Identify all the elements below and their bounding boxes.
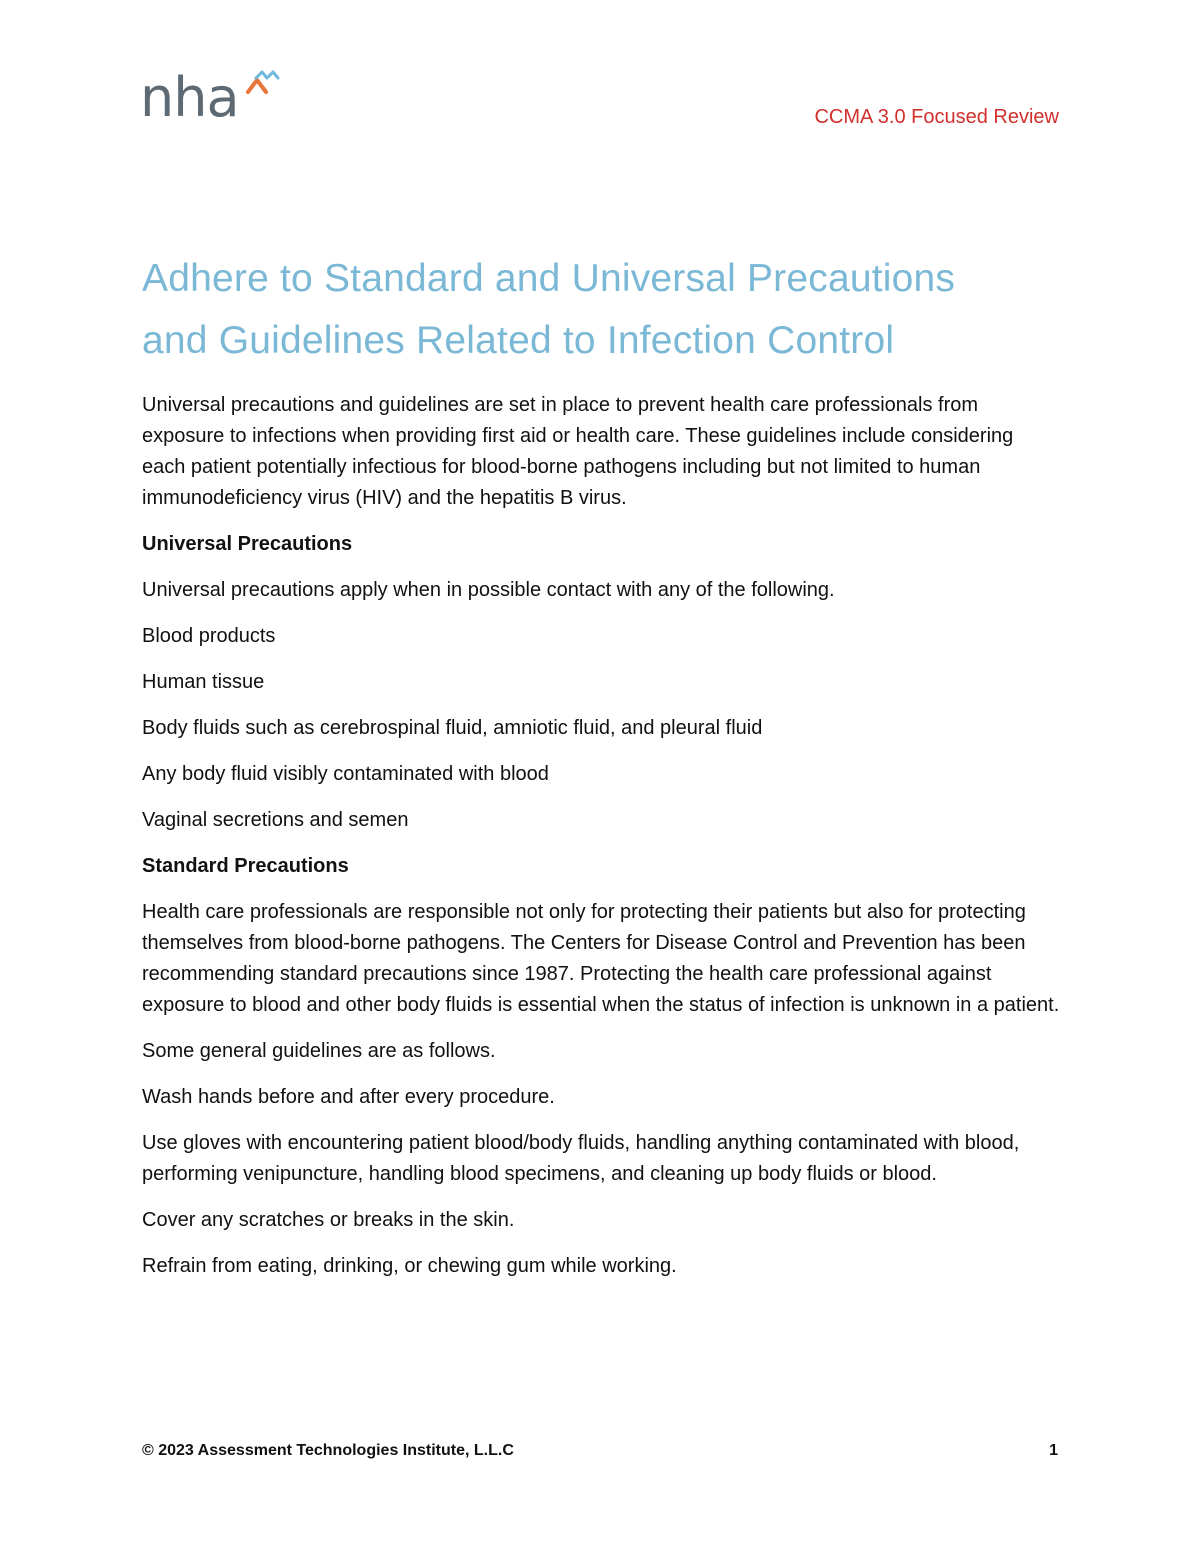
universal-item: Human tissue	[142, 671, 265, 693]
universal-item: Any body fluid visibly contaminated with blood	[142, 763, 549, 785]
title-line-2: and Guidelines Related to Infection Control	[142, 319, 895, 362]
guideline-item: Wash hands before and after every procedure.	[142, 1086, 555, 1108]
universal-precautions-heading: Universal Precautions	[142, 533, 353, 555]
header-doc-label: CCMA 3.0 Focused Review	[814, 106, 1059, 128]
intro-paragraph: Universal precautions and guidelines are set in place to prevent health care professionals from exposure to infections when providing first aid or health care. These guidelines include considering each patient potentially infectious for blood-borne pathogens including but not limited to human immunodeficiency virus (HIV) and the hepatitis B virus.	[142, 394, 1014, 509]
logo-text: nha	[140, 66, 239, 129]
standard-precautions-heading: Standard Precautions	[142, 855, 349, 877]
guideline-item: Refrain from eating, drinking, or chewing gum while working.	[142, 1255, 677, 1277]
standard-precautions-intro: Health care professionals are responsible not only for protecting their patients but also for protecting themselves from blood-borne pathogens. The Centers for Disease Control and Prevention has been recommending standard precautions since 1987. Protecting the health care professional against exposure to blood and other body fluids is essential when the status of infection is unknown in a patient.	[142, 901, 1060, 1016]
nha-logo	[140, 68, 290, 128]
guideline-item: Cover any scratches or breaks in the skin.	[142, 1209, 515, 1231]
document-body	[142, 248, 1062, 1297]
universal-item: Blood products	[142, 625, 276, 647]
guidelines-intro: Some general guidelines are as follows.	[142, 1040, 496, 1062]
guideline-item: Use gloves with encountering patient blood/body fluids, handling anything contaminated with blood, performing venipuncture, handling blood specimens, and cleaning up body fluids or blood.	[142, 1132, 1020, 1185]
nha-chevron-logo-icon	[240, 68, 284, 98]
footer-copyright: © 2023 Assessment Technologies Institute, L.L.C	[142, 1442, 514, 1459]
universal-precautions-intro: Universal precautions apply when in possible contact with any of the following.	[142, 579, 835, 601]
universal-item: Body fluids such as cerebrospinal fluid, amniotic fluid, and pleural fluid	[142, 717, 763, 739]
footer-page-number: 1	[1049, 1442, 1058, 1459]
page-title	[142, 248, 1062, 372]
universal-item: Vaginal secretions and semen	[142, 809, 409, 831]
title-line-1: Adhere to Standard and Universal Precautions	[142, 257, 956, 300]
